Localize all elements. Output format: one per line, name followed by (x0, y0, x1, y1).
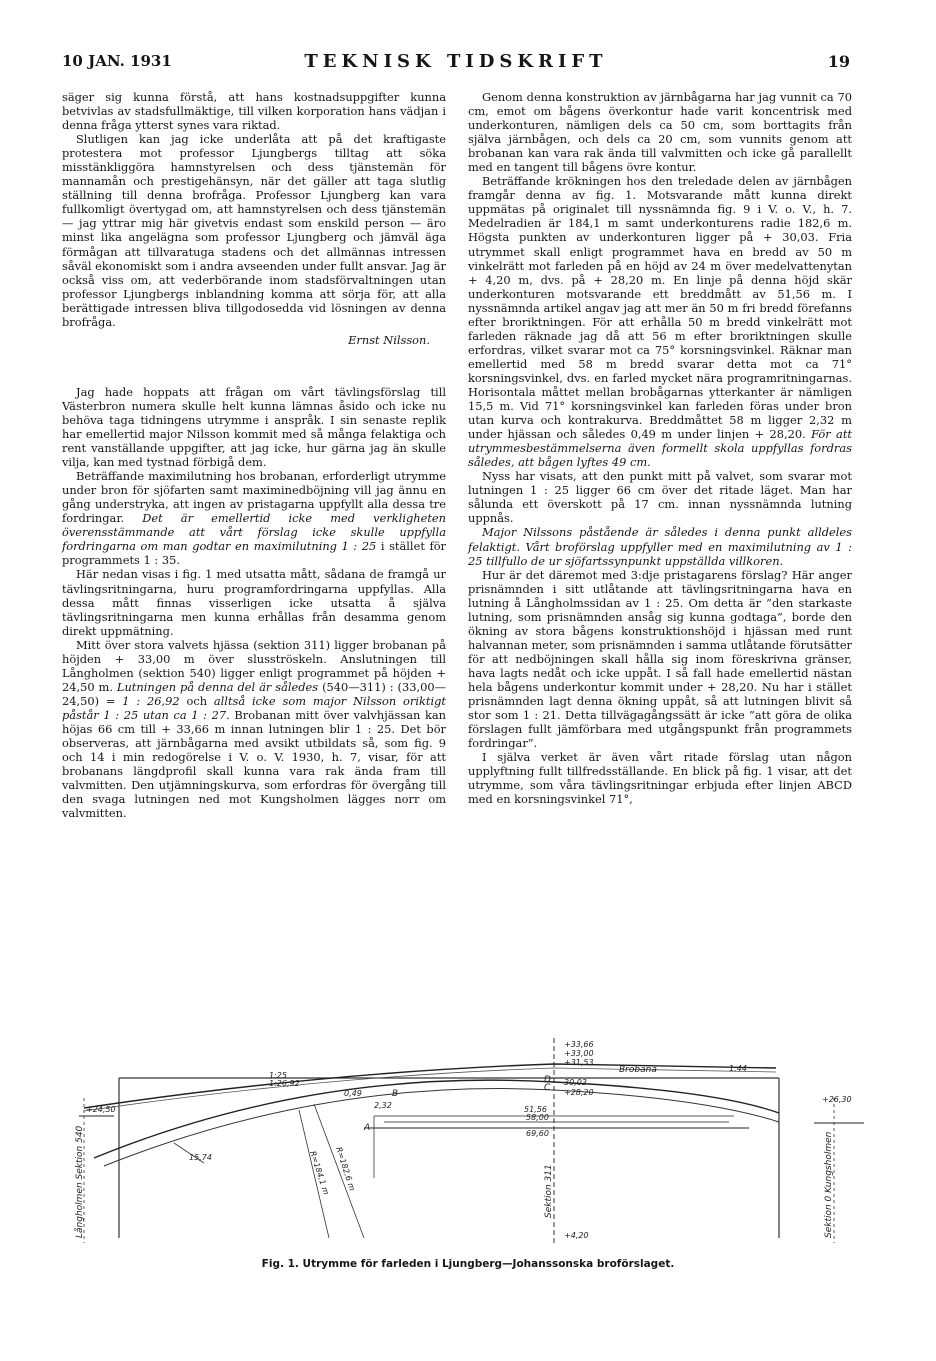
label-slope-left: 1:25 (269, 1071, 287, 1080)
label-radius-2: R=184,1 m (308, 1149, 331, 1196)
label-dim-5156: 51,56 (524, 1105, 547, 1114)
label-slope-right: 1:44 (729, 1064, 747, 1073)
bridge-diagram (74, 1038, 874, 1248)
paragraph (62, 469, 446, 567)
figure-1 (74, 1038, 874, 1248)
right-column (468, 90, 852, 806)
text-run: i stället för programmets 1 : 35. (62, 539, 446, 568)
arch-outer (94, 1080, 779, 1158)
italic-run: Major Nilssons påstående är således i denna punkt alldeles felaktigt. Vårt broförslag uppfyller med en maximilutning av 1 : 25 tillfullo de ur sjöfartssynpunkt uppställda villkoren. (468, 525, 852, 568)
paragraph: säger sig kunna förstå, att hans kostnadsuppgifter kunna betvivlas av stadsfullmäktige, till vilken korporation hans vädjan i denna fråga ytterst synes vara riktad. (62, 90, 446, 133)
paragraph: Slutligen kan jag icke underlåta att på det kraftigaste protestera mot professor Ljungbergs tilltag att söka misstänkliggöra hamnstyrelsen och dess tjänstemän för mannamån och prestigehänsyn, när det gäller att taga slutlig ställning till denna brofråga. Professor Ljungberg kan vara fullkomligt övertygad om, att hamnstyrelsen och dess tjänstemän — jag yttrar mig här givetvis endast som enskild person — äro minst lika angelägna som professor Ljungberg och jämväl äga förmågan att tillvaratuga stadens och det allmännas intressen såväl ekonomiskt som i andra avseenden under fullt ansvar. Jag är också viss om, att vederbörande inom stadsförvaltningen utan professor Ljungbergs inblandning komma att sörja för, att alla berättigade intressen bliva tillgodosedda vid lösningen av denna brofråga. (62, 132, 446, 329)
italic-run: För att utrymmesbestämmelserna även formellt skola uppfyllas fordras således, att bågen lyftes 49 cm. (468, 427, 853, 470)
paragraph (62, 638, 446, 821)
paragraph: Genom denna konstruktion av järnbågarna har jag vunnit ca 70 cm, emot om bågens överkontur hade varit koncentrisk med underkonturen, nämligen dels ca 50 cm, som borttagits från själva järnbågen, och dels ca 20 cm, som vunnits genom att brobanan kan vara rak ända till valvmitten och icke gå parallellt med en tangent till bågens övre kontur. (468, 90, 852, 175)
label-elev-1574: 15,74 (189, 1153, 212, 1162)
text-run: och (179, 693, 214, 708)
italic-run: Det är emellertid icke med verkligheten överensstämmande att vårt förslag icke skulle uppfylla fordringarna om man godtar en maximilutning 1 : 25 (62, 511, 446, 554)
label-point-a: A (364, 1123, 371, 1133)
label-elev-3300: +33,00 (564, 1049, 594, 1058)
left-column (62, 90, 446, 820)
label-brobana: Brobana (619, 1065, 657, 1075)
label-dim-5800: 58,00 (526, 1113, 549, 1122)
label-slope-left2: 1:26,92 (269, 1079, 300, 1088)
page-number: 19 (827, 52, 850, 71)
roadway-line-2 (84, 1068, 776, 1111)
label-elev-2630: +26,30 (822, 1095, 852, 1104)
label-dim-6960: 69,60 (526, 1129, 549, 1138)
paragraph: Jag hade hoppats att frågan om vårt tävlingsförslag till Västerbron numera skulle helt kunna lämnas åsido och icke nu behöva taga tidningens utrymme i anspråk. I sin senaste replik har emellertid major Nilsson kommit med så många felaktiga och rent vanställande uppgifter, att jag icke, hur gärna jag än skulle vilja, kan med tystnad förbigå dem. (62, 384, 446, 470)
text-run: Brobanan mitt över valvhjässan kan höjas 66 cm till + 33,66 m innan lutningen blir 1 : 25. Det bör observeras, att järnbågarna med avsikt utbildats så, som fig. 9 och 14 i min redogörelse i V. o. V. 1930, h. 7, visar, för att brobanans längdprofil skall kunna vara rak ända fram till valvmitten. Den utjämningskurva, som erfordras för övergång till den svaga lutningen ned mot Kungsholmen lägges norr om valvmitten. (62, 707, 446, 821)
paragraph: I själva verket är även vårt ritade förslag utan någon upplyftning fullt tillfredsställande. En blick på fig. 1 visar, att det utrymme, som våra tävlingsritningar erbjuda efter linjen ABCD med en korsningsvinkel 71°, (468, 750, 852, 807)
paragraph: Här nedan visas i fig. 1 med utsatta mått, sådana de framgå ur tävlingsritningarna, huru programfordringarna uppfyllas. Alla dessa mått finnas visserligen icke utsatta å själva tävlingsritningarna men kunna erhållas från desamma genom direkt uppmätning. (62, 567, 446, 638)
paragraph: Nyss har visats, att den punkt mitt på valvet, som svarar mot lutningen 1 : 25 ligger 66 cm över det ritade läget. Man har sålunda ett överskott på 17 cm. innan nyssnämnda lutning uppnås. (468, 469, 852, 526)
text-run: Beträffande krökningen hos den treledade delen av järnbågen framgår denna av fig. 1. Motsvarande mått kunna direkt uppmätas på originalet till nyssnämnda fig. 9 i V. o. V., h. 7. Medelradien är 184,1 m samt underkonturens radie 182,6 m. Högsta punkten av underkonturen ligger på + 30,03. Fria utrymmet skall enligt programmet hava en bredd av 50 m vinkelrätt mot farleden på en höjd av 24 m över medelvattenytan + 4,20 m, dvs. på + 28,20 m. En linje på denna höjd skär underkonturen motsvarande ett breddmått av 51,56 m. I nyssnämnda artikel angav jag att mer än 50 m fri bredd förefanns efter broriktningen. För att erhålla 50 m bredd vinkelrätt mot farleden räknade jag då att 56 m efter broriktningen skulle erfordras, vilket svarar mot ca 75° korsningsvinkel. Räknar man emellertid med 58 m bredd svarar detta mot ca 71° korsningsvinkel, dvs. en farled mycket nära programritningarnas. Horisontala måttet mellan brobågarnas ytterkanter är nämligen 15,5 m. Vid 71° korsningsvinkel kan farleden föras under bron utan kurva och kontrakurva. Breddmåttet 58 m ligger 2,32 m under hjässan och således 0,49 m under linjen + 28,20. (468, 174, 852, 442)
paragraph (468, 174, 852, 469)
label-dim-049: 0,49 (344, 1089, 362, 1098)
label-elev-3153: +31,53 (564, 1058, 594, 1067)
label-point-c: C (544, 1083, 551, 1093)
label-section-540: Långholmen Sektion 540 (75, 1125, 85, 1238)
text-run: Mitt över stora valvets hjässa (sektion 311) ligger brobanan på höjden + 33,00 m över slusströskeln. Anslutningen till Långholmen (sektion 540) ligger enligt programmet på höjden + 24,50 m. (62, 637, 446, 694)
italic-run: 1 : 26,92 (122, 693, 180, 708)
label-elev-2450: +24,50 (86, 1105, 116, 1114)
label-dim-232: 2,32 (374, 1101, 392, 1110)
text-run: (540—311) : (33,00—24,50) = (62, 679, 446, 708)
paragraph: Hur är det däremot med 3:dje pristagarens förslag? Här anger prisnämnden i sitt utlåtande att tävlingsritningarna hava en lutning å Långholmssidan av 1 : 25. Om detta är ”den starkaste lutning, som prisnämnden ansåg sig kunna godtaga”, borde den ökning av stora bågens konstruktionshöjd i hjässan med runt halvannan meter, som prisnämnden i samma utlåtande förutsätter för att nedböjningen skall hålla sig inom föreskrivna gränser, hava lagts nedåt och icke uppåt. I så fall hade emellertid nästan hela bågens underkontur kommit under + 28,20. Nu har i stället prisnämnden lagt denna ökning uppåt, så att lutningen blivit så stor som 1 : 21. Detta tillvägagångssätt är icke ”att göra de olika förslagen fullt jämförbara med utgångspunkt från programmets fordringar”. (468, 567, 852, 751)
label-elev-2820: +28,20 (564, 1088, 594, 1097)
label-point-b: B (392, 1089, 399, 1099)
label-point-d: D (544, 1075, 551, 1085)
page-header (62, 50, 850, 76)
journal-title: TEKNISK TIDSKRIFT (304, 51, 608, 72)
label-section-311: Sektion 311 (544, 1164, 554, 1218)
italic-run: alltså icke som major Nilsson oriktigt påstår 1 : 25 utan ca 1 : 27. (62, 693, 446, 722)
issue-date: 10 JAN. 1931 (62, 52, 172, 70)
label-elev-3003: 30,03 (564, 1078, 587, 1087)
label-radius-1: R=182,6 m (334, 1145, 357, 1192)
italic-run: Lutningen på denna del är således (116, 679, 319, 694)
label-elev-420: +4,20 (564, 1231, 589, 1240)
label-section-0: Sektion 0 Kungsholmen (824, 1131, 834, 1238)
text-run: Beträffande maximilutning hos brobanan, erforderligt utrymme under bron för sjöfarten samt maximinedböjning vill jag ännu en gång understryka, att ingen av pristagarna uppfyllt alla dessa tre fordringar. (62, 469, 446, 526)
paragraph (468, 525, 852, 567)
figure-caption: Fig. 1. Utrymme för farleden i Ljungberg—Johanssonska broförslaget. (261, 1258, 675, 1270)
signature: Ernst Nilsson. (348, 332, 430, 347)
roadway-line (84, 1064, 776, 1108)
label-elev-3366: +33,66 (564, 1040, 594, 1049)
